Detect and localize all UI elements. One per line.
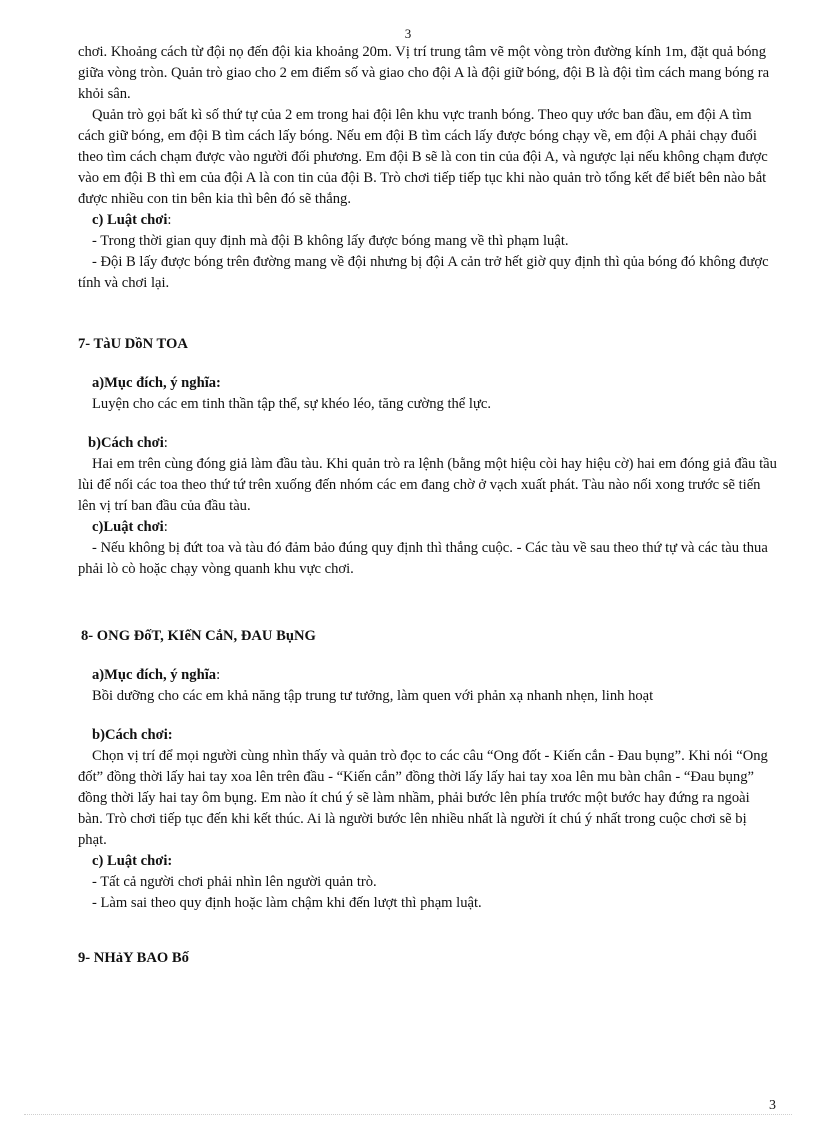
section-9-title: 9- NHảY BAO Bố <box>78 950 189 966</box>
section-8-purpose-colon: : <box>216 667 221 683</box>
section-8-howto-text: Chọn vị trí để mọi người cùng nhìn thấy và quản trò đọc to các câu “Ong đốt - Kiến cắn - Đau bụng”. Khi nói “Ong đốt” đồng thời lấy hai tay xoa lên trên đầu - “Kiến cắn” đồng thời lấy lấy hai tay xoa lên mu bàn chân - “Đau bụng” đồng thời lấy hai tay ôm bụng. Em nào ít chú ý sẽ làm nhầm, phải bước lên phía trước một bước hay đứng ra ngoài bàn. Trò chơi tiếp tục đến khi kết thúc. Ai là người bước lên nhiều nhất là người ít chú ý nhất trong cuộc chơi sẽ bị phạt. <box>78 748 768 848</box>
intro-paragraph-2: Quản trò gọi bất kì số thứ tự của 2 em trong hai đội lên khu vực tranh bóng. Theo quy ước ban đầu, em đội A tìm cách giữ bóng, em đội B tìm cách lấy bóng. Nếu em đội B tìm cách lấy được bóng chạy về, em đội A phải chạy đuổi theo tìm cách chạm được vào người đối phương. Em đội B sẽ là con tin của đội A, và ngược lại nếu không chạm được vào em đội B thì em của đội A là con tin của đội B. Trò chơi tiếp tiếp tục khi nào quản trò tổng kết để biết bên nào bắt được nhiều con tin bên kia thì bên đó sẽ thắng. <box>78 107 768 207</box>
document-body <box>78 42 778 969</box>
section-7-howto-colon: : <box>163 435 168 451</box>
intro-rules-heading <box>78 210 778 231</box>
section-8-rules-title: c) Luật chơi: <box>92 853 173 869</box>
section-8-purpose-title: a)Mục đích, ý nghĩa <box>92 667 217 683</box>
section-7-purpose-text: Luyện cho các em tinh thần tập thể, sự khéo léo, tăng cường thể lực. <box>92 396 492 412</box>
section-8-purpose-heading <box>78 665 778 686</box>
intro-rules-colon: : <box>167 212 172 228</box>
section-7-title: 7- TàU DồN TOA <box>78 336 188 352</box>
intro-rule-1: - Trong thời gian quy định mà đội B không lấy được bóng mang về thì phạm luật. <box>92 233 569 249</box>
section-7-purpose-title: a)Mục đích, ý nghĩa: <box>92 375 221 391</box>
section-7-rules-text: - Nếu không bị đứt toa và tàu đó đảm bảo đúng quy định thì thắng cuộc. - Các tàu về sau theo thứ tự và các tàu thua phải lò cò hoặc chạy vòng quanh khu vực chơi. <box>78 540 768 577</box>
section-8-purpose-text: Bồi dưỡng cho các em khả năng tập trung tư tưởng, làm quen với phản xạ nhanh nhẹn, linh hoạt <box>92 688 654 704</box>
footer-divider <box>24 1114 792 1115</box>
section-7-howto-text: Hai em trên cùng đóng giả làm đầu tàu. Khi quản trò ra lệnh (bằng một hiệu còi hay hiệu cờ) hai em đóng giả đầu tầu lùi để nối các toa theo thứ tứ trên xuống đến nhóm các em đang chờ ở vạch xuất phát. Tàu nào nối xong trước sẽ tiến lên vị trí ban đầu của đầu tàu. <box>78 456 777 514</box>
section-7-howto-heading <box>78 433 778 454</box>
section-7-howto-title: b)Cách chơi <box>88 435 164 451</box>
section-8-rule-1: - Tất cả người chơi phải nhìn lên người quản trò. <box>92 874 377 890</box>
section-7-rules-colon: : <box>163 519 168 535</box>
intro-rule-2: - Đội B lấy được bóng trên đường mang về đội nhưng bị đội A cản trở hết giờ quy định thì qủa bóng đó không được tính và chơi lại. <box>78 254 769 291</box>
header-page-number: 3 <box>404 26 412 41</box>
section-7-rules-title: c)Luật chơi <box>92 519 164 535</box>
intro-paragraph-1: chơi. Khoảng cách từ đội nọ đến đội kia khoảng 20m. Vị trí trung tâm vẽ một vòng tròn đường kính 1m, đặt quả bóng giữa vòng tròn. Quản trò giao cho 2 em điểm số và giao cho đội A là đội giữ bóng, đội B là đội tìm cách mang bóng ra khỏi sân. <box>78 44 770 102</box>
section-8-howto-title: b)Cách chơi: <box>92 727 173 743</box>
section-8-title: 8- ONG ĐốT, KIếN CắN, ĐAU BụNG <box>81 628 316 644</box>
footer-page-number: 3 <box>769 1098 776 1113</box>
section-7-rules-heading <box>78 517 778 538</box>
intro-rules-title: c) Luật chơi <box>92 212 168 228</box>
section-8-rule-2: - Làm sai theo quy định hoặc làm chậm khi đến lượt thì phạm luật. <box>92 895 482 911</box>
